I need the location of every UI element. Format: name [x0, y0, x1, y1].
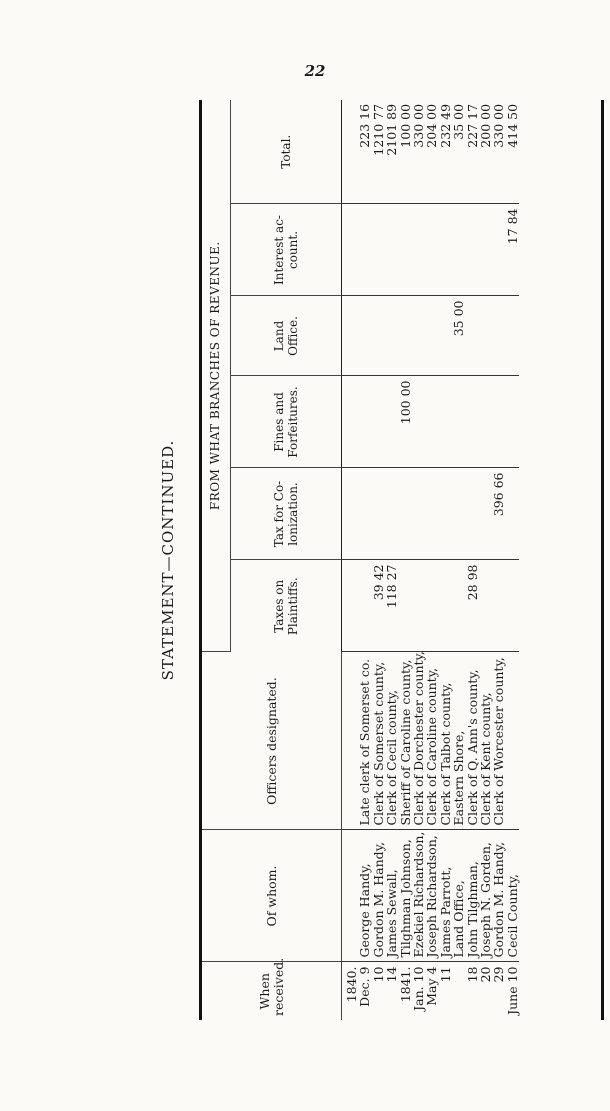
cell-fines-and-forfeitures [342, 376, 359, 468]
cell-tax-for-colonization [342, 468, 359, 560]
cell-officer-designated: Clerk of Kent county, [479, 652, 492, 830]
table-row [479, 100, 492, 1020]
table-row [358, 100, 371, 1020]
cell-interest-account [466, 204, 479, 296]
table-body [342, 100, 520, 1020]
table-row [385, 100, 398, 1020]
cell-tax-for-colonization [466, 468, 479, 560]
cell-land-office [506, 296, 519, 376]
cell-fines-and-forfeitures [506, 376, 519, 468]
cell-interest-account: 17 84 [506, 204, 519, 296]
cell-when-received: 11 [437, 966, 453, 983]
cell-when-received: May 4 [424, 966, 440, 1006]
cell-officer-designated: Clerk of Worcester county, [492, 652, 505, 830]
cell-when-received: Jan. 10 [411, 966, 427, 1011]
cell-when-received [452, 962, 465, 1020]
header-officers-designated: Officers designated. [202, 652, 342, 830]
cell-interest-account [425, 204, 438, 296]
cell-officer-designated: Sheriff of Caroline county, [399, 652, 412, 830]
cell-of-whom: James Sewall, [385, 830, 398, 962]
cell-total: 414 50 [506, 100, 519, 204]
cell-fines-and-forfeitures [412, 376, 425, 468]
cell-when-received: 18 [464, 966, 480, 983]
cell-interest-account [492, 204, 505, 296]
cell-land-office [492, 296, 505, 376]
cell-when-received: 1841. [397, 966, 413, 1003]
table-row [399, 100, 412, 1020]
cell-officer-designated: Clerk of Somerset county, [372, 652, 385, 830]
cell-tax-for-colonization [385, 468, 398, 560]
table-row [492, 100, 505, 1020]
cell-when-received: 1840. [342, 962, 359, 1020]
cell-tax-for-colonization [506, 468, 519, 560]
cell-land-office [412, 296, 425, 376]
cell-land-office [372, 296, 385, 376]
cell-of-whom: Gordon M. Handy, [492, 830, 505, 962]
cell-fines-and-forfeitures [452, 376, 465, 468]
cell-total: 2101 89 [385, 100, 398, 204]
cell-officer-designated: Clerk of Caroline county, [425, 652, 438, 830]
cell-total: 330 00 [492, 100, 505, 204]
cell-taxes-on-plaintiffs: 39 42 [372, 560, 385, 652]
cell-total: 204 00 [425, 100, 438, 204]
cell-land-office [479, 296, 492, 376]
cell-of-whom [342, 830, 359, 962]
cell-taxes-on-plaintiffs [358, 560, 371, 652]
cell-of-whom: Gordon M. Handy, [372, 830, 385, 962]
table-row [342, 100, 359, 1020]
cell-of-whom: Land Office, [452, 830, 465, 962]
cell-land-office: 35 00 [452, 296, 465, 376]
cell-officer-designated: Clerk of Talbot county, [439, 652, 452, 830]
cell-total: 223 16 [358, 100, 371, 204]
cell-taxes-on-plaintiffs [479, 560, 492, 652]
header-taxes-on-plaintiffs: Taxes on Plaintiffs. [272, 577, 300, 636]
cell-total: 35 00 [452, 100, 465, 204]
table-row [466, 100, 479, 1020]
cell-officer-designated: Clerk of Dorchester county, [412, 652, 425, 830]
cell-tax-for-colonization [399, 468, 412, 560]
cell-interest-account [399, 204, 412, 296]
cell-taxes-on-plaintiffs [399, 560, 412, 652]
cell-tax-for-colonization [358, 468, 371, 560]
cell-officer-designated [342, 652, 359, 830]
cell-of-whom: Tilghman Johnson, [399, 830, 412, 962]
cell-total: 100 00 [399, 100, 412, 204]
cell-when-received: 29 [491, 966, 507, 983]
cell-land-office [399, 296, 412, 376]
table-row [439, 100, 452, 1020]
table-row [452, 100, 465, 1020]
cell-when-received: 14 [384, 966, 400, 983]
cell-total: 1210 77 [372, 100, 385, 204]
cell-tax-for-colonization [372, 468, 385, 560]
header-land-office: Land Office. [231, 296, 342, 376]
rotated-table-region [150, 100, 610, 1020]
cell-when-received: Dec. 9 [357, 966, 373, 1007]
cell-fines-and-forfeitures [492, 376, 505, 468]
header-fines-and-forfeitures: Fines and Forfeitures. [231, 376, 342, 468]
cell-officer-designated: Clerk of Cecil county, [385, 652, 398, 830]
cell-taxes-on-plaintiffs [342, 560, 359, 652]
header-total: Total. [231, 100, 342, 204]
cell-of-whom: John Tilghman, [466, 830, 479, 962]
cell-fines-and-forfeitures: 100 00 [399, 376, 412, 468]
cell-when-received: 20 [478, 966, 494, 983]
cell-land-office [466, 296, 479, 376]
table-row [506, 100, 519, 1020]
table-bottom-rule [601, 100, 604, 1020]
cell-taxes-on-plaintiffs: 118 27 [385, 560, 398, 652]
cell-of-whom: Ezekiel Richardson, [412, 830, 425, 962]
cell-interest-account [439, 204, 452, 296]
cell-when-received: June 10 [504, 966, 520, 1015]
cell-fines-and-forfeitures [385, 376, 398, 468]
cell-interest-account [372, 204, 385, 296]
table-row [412, 100, 425, 1020]
cell-officer-designated [506, 652, 519, 830]
cell-interest-account [385, 204, 398, 296]
cell-fines-and-forfeitures [479, 376, 492, 468]
header-tax-for-colonization: Tax for Co-lonization. [231, 468, 342, 560]
cell-fines-and-forfeitures [358, 376, 371, 468]
cell-taxes-on-plaintiffs [439, 560, 452, 652]
cell-taxes-on-plaintiffs [506, 560, 519, 652]
cell-fines-and-forfeitures [372, 376, 385, 468]
page-title: STATEMENT—CONTINUED. [159, 439, 177, 681]
cell-of-whom: Joseph N. Gorden, [479, 830, 492, 962]
cell-tax-for-colonization [412, 468, 425, 560]
table-row [425, 100, 438, 1020]
cell-when-received: 10 [370, 966, 386, 983]
header-revenue-branches: FROM WHAT BRANCHES OF REVENUE. [202, 100, 231, 652]
cell-of-whom: James Parrott, [439, 830, 452, 962]
cell-tax-for-colonization [452, 468, 465, 560]
cell-fines-and-forfeitures [466, 376, 479, 468]
cell-total: 232 49 [439, 100, 452, 204]
cell-officer-designated: Eastern Shore, [452, 652, 465, 830]
cell-tax-for-colonization: 396 66 [492, 468, 505, 560]
cell-tax-for-colonization [439, 468, 452, 560]
cell-land-office [358, 296, 371, 376]
cell-taxes-on-plaintiffs [492, 560, 505, 652]
cell-land-office [425, 296, 438, 376]
header-interest-account: Interest ac-count. [231, 204, 342, 296]
cell-land-office [385, 296, 398, 376]
cell-land-office [342, 296, 359, 376]
page-number: 22 [304, 62, 326, 80]
cell-total: 200 00 [479, 100, 492, 204]
cell-interest-account [358, 204, 371, 296]
cell-of-whom: George Handy, [358, 830, 371, 962]
cell-interest-account [342, 204, 359, 296]
cell-interest-account [412, 204, 425, 296]
cell-total: 330 00 [412, 100, 425, 204]
cell-total: 227 17 [466, 100, 479, 204]
cell-interest-account [479, 204, 492, 296]
table-row [372, 100, 385, 1020]
cell-fines-and-forfeitures [439, 376, 452, 468]
cell-total [342, 100, 359, 204]
cell-land-office [439, 296, 452, 376]
cell-officer-designated: Clerk of Q. Ann's county, [466, 652, 479, 830]
cell-tax-for-colonization [425, 468, 438, 560]
header-when-received: When received. [202, 962, 342, 1020]
cell-of-whom: Joseph Richardson, [425, 830, 438, 962]
cell-tax-for-colonization [479, 468, 492, 560]
cell-taxes-on-plaintiffs [425, 560, 438, 652]
cell-fines-and-forfeitures [425, 376, 438, 468]
cell-taxes-on-plaintiffs [452, 560, 465, 652]
cell-officer-designated: Late clerk of Somerset co. [358, 652, 371, 830]
cell-taxes-on-plaintiffs: 28 98 [466, 560, 479, 652]
revenue-statement-table [202, 100, 519, 1020]
cell-of-whom: Cecil County, [506, 830, 519, 962]
header-of-whom: Of whom. [202, 830, 342, 962]
cell-taxes-on-plaintiffs [412, 560, 425, 652]
cell-interest-account [452, 204, 465, 296]
